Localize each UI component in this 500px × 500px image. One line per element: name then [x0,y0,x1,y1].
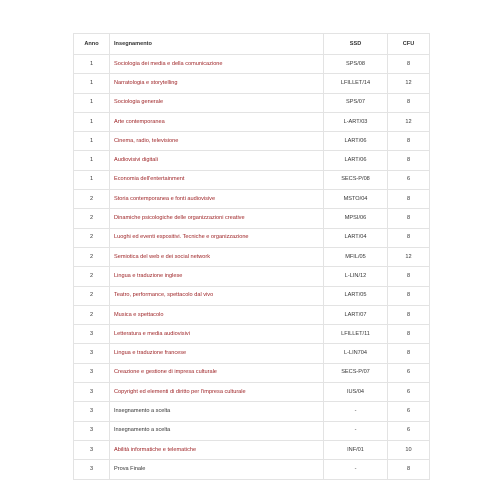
cell-insegnamento [110,286,324,305]
cell-ssd: SECS-P/08 [324,170,388,189]
course-label: Insegnamento a scelta [114,427,171,434]
cell-anno: 2 [74,286,110,305]
cell-insegnamento [110,344,324,363]
header-ssd: SSD [324,34,388,55]
cell-insegnamento [110,421,324,440]
course-link[interactable]: Sociologia generale [114,99,164,106]
cell-ssd: LFILLET/14 [324,74,388,93]
course-link[interactable]: Teatro, performance, spettacolo dal vivo [114,292,214,299]
cell-insegnamento [110,190,324,209]
cell-insegnamento [110,383,324,402]
course-link[interactable]: Storia contemporanea e fonti audiovisive [114,195,216,202]
table-row [74,363,430,382]
cell-ssd: LART/05 [324,286,388,305]
cell-ssd: MFIL/05 [324,247,388,266]
cell-ssd: SPS/07 [324,93,388,112]
cell-ssd: LART/06 [324,151,388,170]
cell-ssd: L-LIN/12 [324,267,388,286]
cell-anno: 1 [74,55,110,74]
cell-anno: 2 [74,305,110,324]
table-row [74,112,430,131]
cell-cfu: 6 [388,421,430,440]
course-label: Prova Finale [114,465,146,472]
cell-ssd: IUS/04 [324,383,388,402]
course-table-container [73,33,429,480]
table-body [74,55,430,480]
course-link[interactable]: Musica e spettacolo [114,311,164,318]
cell-anno: 3 [74,440,110,459]
cell-insegnamento [110,247,324,266]
cell-cfu: 12 [388,74,430,93]
course-link[interactable]: Lingua e traduzione francese [114,350,187,357]
table-row [74,93,430,112]
cell-anno: 2 [74,209,110,228]
cell-insegnamento [110,170,324,189]
cell-insegnamento [110,363,324,382]
cell-anno: 1 [74,170,110,189]
cell-ssd: LFILLET/11 [324,325,388,344]
table-row [74,228,430,247]
cell-cfu: 8 [388,325,430,344]
course-link[interactable]: Cinema, radio, televisione [114,137,179,144]
table-row [74,132,430,151]
table-row [74,344,430,363]
cell-insegnamento [110,440,324,459]
table-row [74,383,430,402]
course-link[interactable]: Economia dell'entertainment [114,176,185,183]
table-row [74,325,430,344]
cell-insegnamento [110,460,324,479]
table-row [74,421,430,440]
cell-anno: 3 [74,325,110,344]
cell-cfu: 10 [388,440,430,459]
cell-anno: 2 [74,190,110,209]
course-link[interactable]: Semiotica del web e dei social network [114,253,211,260]
cell-anno: 2 [74,267,110,286]
header-anno: Anno [74,34,110,55]
cell-cfu: 6 [388,170,430,189]
cell-cfu: 8 [388,228,430,247]
course-label: Insegnamento a scelta [114,407,171,414]
cell-insegnamento [110,112,324,131]
cell-cfu: 6 [388,363,430,382]
cell-anno: 1 [74,93,110,112]
cell-cfu: 12 [388,247,430,266]
cell-anno: 3 [74,460,110,479]
cell-cfu: 8 [388,190,430,209]
cell-anno: 3 [74,421,110,440]
cell-insegnamento [110,74,324,93]
cell-anno: 2 [74,228,110,247]
cell-cfu: 8 [388,267,430,286]
cell-insegnamento [110,55,324,74]
cell-anno: 1 [74,151,110,170]
cell-ssd: LART/04 [324,228,388,247]
course-link[interactable]: Dinamiche psicologiche delle organizzazioni creative [114,215,245,222]
cell-insegnamento [110,325,324,344]
cell-anno: 3 [74,383,110,402]
cell-insegnamento [110,305,324,324]
cell-anno: 2 [74,247,110,266]
cell-ssd: L-LIN704 [324,344,388,363]
cell-ssd: MSTO/04 [324,190,388,209]
course-link[interactable]: Narratologia e storytelling [114,79,178,86]
cell-cfu: 8 [388,286,430,305]
table-row [74,151,430,170]
course-link[interactable]: Sociologia dei media e della comunicazione [114,60,223,67]
table-row [74,55,430,74]
cell-insegnamento [110,267,324,286]
cell-insegnamento [110,151,324,170]
table-row [74,440,430,459]
table-row [74,305,430,324]
cell-anno: 3 [74,344,110,363]
cell-insegnamento [110,228,324,247]
cell-anno: 3 [74,363,110,382]
course-link[interactable]: Lingua e traduzione inglese [114,272,183,279]
table-row [74,74,430,93]
cell-cfu: 8 [388,305,430,324]
cell-ssd: LART/06 [324,132,388,151]
course-link[interactable]: Creazione e gestione di impresa culturale [114,369,217,376]
cell-insegnamento [110,402,324,421]
cell-cfu: 8 [388,151,430,170]
course-link[interactable]: Audiovisivi digitali [114,157,158,164]
table-row [74,267,430,286]
cell-cfu: 8 [388,344,430,363]
course-table [73,33,430,480]
cell-insegnamento [110,209,324,228]
cell-cfu: 8 [388,93,430,112]
cell-ssd: - [324,402,388,421]
course-link[interactable]: Copyright ed elementi di diritto per l'impresa culturale [114,388,246,395]
cell-ssd: - [324,460,388,479]
table-row [74,402,430,421]
cell-ssd: MPSI/06 [324,209,388,228]
cell-cfu: 6 [388,402,430,421]
cell-insegnamento [110,132,324,151]
cell-anno: 3 [74,402,110,421]
cell-insegnamento [110,93,324,112]
cell-cfu: 8 [388,55,430,74]
header-row [74,34,430,55]
cell-cfu: 6 [388,383,430,402]
cell-anno: 1 [74,74,110,93]
cell-ssd: - [324,421,388,440]
course-link[interactable]: Luoghi ed eventi espositivi. Tecniche e organizzazione [114,234,249,241]
cell-ssd: L-ART/03 [324,112,388,131]
table-row [74,190,430,209]
cell-anno: 1 [74,132,110,151]
cell-ssd: INF/01 [324,440,388,459]
table-row [74,170,430,189]
cell-cfu: 8 [388,460,430,479]
cell-cfu: 12 [388,112,430,131]
course-link[interactable]: Abilità informatiche e telematiche [114,446,197,453]
cell-ssd: LART/07 [324,305,388,324]
cell-ssd: SECS-P/07 [324,363,388,382]
course-link[interactable]: Letteratura e media audiovisivi [114,330,190,337]
header-cfu: CFU [388,34,430,55]
table-row [74,209,430,228]
cell-cfu: 8 [388,132,430,151]
cell-anno: 1 [74,112,110,131]
course-link[interactable]: Arte contemporanea [114,118,165,125]
table-row [74,460,430,479]
table-row [74,247,430,266]
table-header [74,34,430,55]
header-insegnamento: Insegnamento [110,34,324,55]
cell-ssd: SPS/08 [324,55,388,74]
table-row [74,286,430,305]
cell-cfu: 8 [388,209,430,228]
